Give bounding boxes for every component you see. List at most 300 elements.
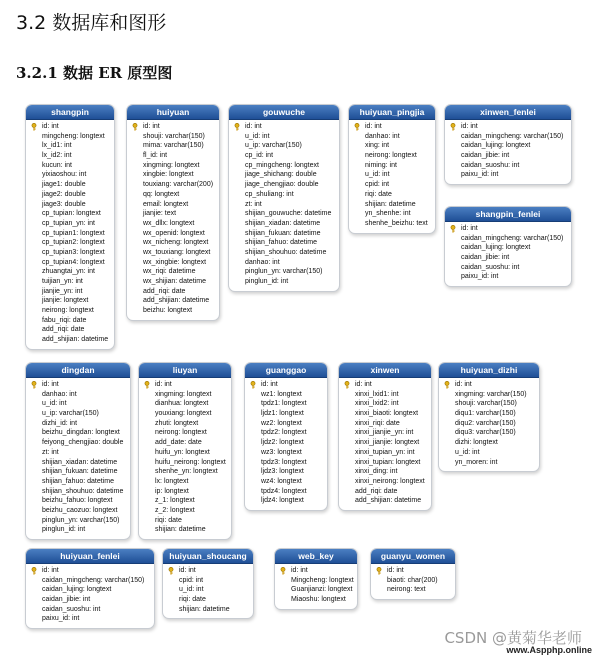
table-field: [349, 209, 435, 219]
field-label: shijian_fukuan: datetime: [42, 468, 118, 476]
table-title: shangpin_fenlei: [445, 207, 571, 222]
table-field: [445, 141, 571, 151]
field-label: add_date: date: [155, 439, 202, 447]
table-field: [26, 614, 154, 624]
field-label: beizhu_fahuo: longtext: [42, 497, 113, 505]
table-field: [245, 477, 327, 487]
table-field: [127, 190, 219, 200]
table-title: xinwen_fenlei: [445, 105, 571, 120]
field-label: paixu_id: int: [461, 273, 499, 281]
field-label: u_id: int: [42, 400, 67, 408]
field-label: shijian_shouhuo: datetime: [245, 248, 327, 256]
table-field: [139, 506, 231, 516]
table-field: [339, 487, 431, 497]
field-label: shouji: varchar(150): [143, 132, 205, 140]
field-label: u_id: int: [179, 586, 204, 594]
table-field: [26, 267, 114, 277]
table-field: [26, 448, 130, 458]
field-label: neirong: text: [387, 586, 426, 594]
table-field: [371, 566, 455, 576]
table-field: [445, 253, 571, 263]
field-label: tpdz3: longtext: [261, 458, 307, 466]
table-title: guanyu_women: [371, 549, 455, 564]
table-field: [26, 409, 130, 419]
field-label: xinxi_tupian: longtext: [355, 458, 421, 466]
table-field: [245, 467, 327, 477]
table-field: [275, 576, 357, 586]
table-field: [127, 306, 219, 316]
table-field: [26, 576, 154, 586]
table-field: [26, 428, 130, 438]
table-field: [26, 390, 130, 400]
field-label: xingming: varchar(150): [455, 390, 527, 398]
primary-key-icon: [344, 381, 350, 389]
table-field: [127, 161, 219, 171]
field-label: caidan_jibie: int: [461, 254, 510, 262]
field-label: email: longtext: [143, 200, 189, 208]
field-label: xing: int: [365, 142, 390, 150]
table-shangpin-fenlei: [444, 206, 572, 287]
table-field: [349, 122, 435, 132]
field-label: cp_tupian3: longtext: [42, 248, 105, 256]
table-field: [339, 380, 431, 390]
field-label: riqi: date: [155, 516, 182, 524]
table-xinwen-fenlei: [444, 104, 572, 185]
field-label: diqu2: varchar(150): [455, 419, 516, 427]
field-label: kucun: int: [42, 161, 72, 169]
field-label: add_riqi: date: [143, 287, 186, 295]
field-label: cp_tupian2: longtext: [42, 239, 105, 247]
table-field: [229, 132, 339, 142]
table-field: [26, 438, 130, 448]
field-label: z_1: longtext: [155, 497, 195, 505]
field-label: fabu_riqi: date: [42, 316, 87, 324]
field-label: shijian_xiadan: datetime: [42, 458, 118, 466]
table-field: [229, 141, 339, 151]
table-field: [26, 287, 114, 297]
field-label: yixiaoshou: int: [42, 171, 87, 179]
table-title: huiyuan_dizhi: [439, 363, 539, 378]
field-label: shijian_fukuan: datetime: [245, 229, 321, 237]
field-label: huifu_neirong: longtext: [155, 458, 226, 466]
table-field: [229, 258, 339, 268]
table-field: [445, 122, 571, 132]
table-field: [229, 122, 339, 132]
table-shangpin: [25, 104, 115, 350]
table-field: [26, 219, 114, 229]
table-field: [127, 122, 219, 132]
table-field: [229, 200, 339, 210]
table-field: [229, 238, 339, 248]
field-label: shijian: datetime: [179, 605, 230, 613]
field-label: xinxi_riqi: date: [355, 419, 400, 427]
field-label: mingcheng: longtext: [42, 132, 105, 140]
table-title: dingdan: [26, 363, 130, 378]
primary-key-icon: [450, 225, 456, 233]
table-field: [439, 438, 539, 448]
table-field: [339, 496, 431, 506]
table-field: [229, 248, 339, 258]
field-label: add_shijian: datetime: [42, 336, 109, 344]
field-label: shijian_xiadan: datetime: [245, 219, 321, 227]
table-field: [139, 467, 231, 477]
table-xinwen: [338, 362, 432, 511]
field-label: caidan_suoshu: int: [42, 605, 101, 613]
table-field: [26, 566, 154, 576]
field-label: shijian_fahuo: datetime: [42, 477, 114, 485]
field-label: xinxi_jianjie: longtext: [355, 439, 420, 447]
field-label: shouji: varchar(150): [455, 400, 517, 408]
table-field: [439, 399, 539, 409]
table-field: [26, 141, 114, 151]
field-label: beizhu_dingdan: longtext: [42, 429, 120, 437]
table-field: [245, 496, 327, 506]
field-label: jiage1: double: [42, 181, 86, 189]
field-label: u_id: int: [245, 132, 270, 140]
primary-key-icon: [31, 567, 37, 575]
table-field: [127, 287, 219, 297]
field-label: paixu_id: int: [461, 171, 499, 179]
table-title: huiyuan_shoucang: [163, 549, 253, 564]
field-label: Guanjianzi: longtext: [291, 586, 353, 594]
field-label: id: int: [355, 381, 372, 388]
field-label: danhao: int: [245, 258, 280, 266]
field-label: huifu_yn: longtext: [155, 448, 210, 456]
table-field: [339, 390, 431, 400]
table-web-key: [274, 548, 358, 610]
table-field: [339, 467, 431, 477]
table-field: [245, 448, 327, 458]
field-label: pinglun_id: int: [42, 526, 86, 534]
table-field: [127, 277, 219, 287]
table-field: [139, 380, 231, 390]
field-label: pinglun_yn: varchar(150): [42, 516, 120, 524]
table-field: [229, 151, 339, 161]
table-field: [26, 506, 130, 516]
table-field: [245, 428, 327, 438]
field-label: wx_touxiang: longtext: [143, 248, 211, 256]
table-guanyu-women: [370, 548, 456, 600]
table-field: [439, 448, 539, 458]
field-label: dianhua: longtext: [155, 400, 209, 408]
table-field: [275, 585, 357, 595]
table-field: [26, 399, 130, 409]
table-field: [439, 409, 539, 419]
table-huiyuan-fenlei: [25, 548, 155, 629]
table-field: [439, 380, 539, 390]
field-label: lx_id1: int: [42, 142, 72, 150]
table-field: [339, 438, 431, 448]
table-field: [127, 267, 219, 277]
field-label: xingming: longtext: [155, 390, 212, 398]
field-label: niming: int: [365, 161, 397, 169]
field-label: xinxi_tupian_yn: int: [355, 448, 415, 456]
table-field: [26, 161, 114, 171]
table-field: [339, 458, 431, 468]
field-label: u_ip: varchar(150): [245, 142, 302, 150]
table-field: [349, 151, 435, 161]
field-label: shijian_fahuo: datetime: [245, 239, 317, 247]
table-field: [139, 458, 231, 468]
table-field: [127, 238, 219, 248]
field-label: ljdz3: longtext: [261, 468, 304, 476]
table-field: [26, 151, 114, 161]
field-label: xinxi_neirong: longtext: [355, 477, 425, 485]
table-gouwuche: [228, 104, 340, 292]
table-field: [339, 399, 431, 409]
field-label: xinxi_lxid2: int: [355, 400, 399, 408]
table-field: [245, 438, 327, 448]
primary-key-icon: [168, 567, 174, 575]
field-label: cp_tupian1: longtext: [42, 229, 105, 237]
field-label: Mingcheng: longtext: [291, 576, 354, 584]
table-field: [26, 306, 114, 316]
table-field: [26, 477, 130, 487]
field-label: riqi: date: [179, 596, 206, 604]
field-label: zhuangtai_yn: int: [42, 268, 95, 276]
table-field: [245, 458, 327, 468]
field-label: zhuti: longtext: [155, 419, 199, 427]
table-field: [26, 296, 114, 306]
table-field: [26, 132, 114, 142]
primary-key-icon: [376, 567, 382, 575]
field-label: cp_tupian: longtext: [42, 210, 101, 218]
field-label: id: int: [261, 381, 278, 388]
primary-key-icon: [234, 123, 240, 131]
table-field: [127, 296, 219, 306]
field-label: caidan_mingcheng: varchar(150): [461, 132, 564, 140]
table-field: [245, 399, 327, 409]
primary-key-icon: [31, 123, 37, 131]
field-label: ip: longtext: [155, 487, 189, 495]
field-label: jianjie_yn: int: [42, 287, 83, 295]
table-field: [163, 566, 253, 576]
primary-key-icon: [132, 123, 138, 131]
field-label: jiage_chengjiao: double: [245, 181, 319, 189]
table-field: [439, 419, 539, 429]
section-title: 3.2 数据库和图形: [16, 12, 167, 34]
field-label: id: int: [42, 123, 59, 130]
field-label: danhao: int: [42, 390, 77, 398]
field-label: shijian: datetime: [365, 200, 416, 208]
field-label: caidan_lujing: longtext: [461, 142, 531, 150]
table-field: [339, 419, 431, 429]
field-label: jiage3: double: [42, 200, 86, 208]
table-title: gouwuche: [229, 105, 339, 120]
table-field: [139, 409, 231, 419]
field-label: pinglun_id: int: [245, 278, 289, 285]
field-label: neirong: longtext: [42, 307, 94, 315]
table-field: [371, 585, 455, 595]
field-label: id: int: [455, 381, 472, 388]
table-field: [163, 585, 253, 595]
field-label: xinxi_jianjie_yn: int: [355, 429, 414, 437]
table-field: [26, 380, 130, 390]
field-label: caidan_suoshu: int: [461, 161, 520, 169]
table-field: [349, 170, 435, 180]
table-liuyan: [138, 362, 232, 540]
field-label: wx_openid: longtext: [143, 229, 205, 237]
field-label: dizhi: longtext: [455, 439, 498, 447]
table-title: huiyuan_pingjia: [349, 105, 435, 120]
field-label: caidan_mingcheng: varchar(150): [42, 576, 145, 584]
table-field: [445, 234, 571, 244]
field-label: caidan_lujing: longtext: [42, 586, 112, 594]
field-label: id: int: [155, 381, 172, 388]
field-label: id: int: [387, 567, 404, 574]
table-field: [229, 267, 339, 277]
table-field: [139, 428, 231, 438]
table-field: [26, 122, 114, 132]
field-label: shijian_shouhuo: datetime: [42, 487, 124, 495]
field-label: caidan_suoshu: int: [461, 263, 520, 271]
table-field: [245, 409, 327, 419]
table-field: [139, 496, 231, 506]
table-field: [139, 487, 231, 497]
table-field: [445, 170, 571, 180]
table-field: [26, 496, 130, 506]
field-label: add_riqi: date: [42, 326, 85, 334]
table-title: guanggao: [245, 363, 327, 378]
table-field: [127, 141, 219, 151]
field-label: cp_mingcheng: longtext: [245, 161, 319, 169]
field-label: tpdz4: longtext: [261, 487, 307, 495]
table-field: [127, 229, 219, 239]
field-label: beizhu: longtext: [143, 307, 193, 315]
field-label: wx_dllx: longtext: [143, 219, 195, 227]
table-field: [139, 419, 231, 429]
field-label: shijian_gouwuche: datetime: [245, 210, 332, 218]
field-label: wz3: longtext: [261, 448, 302, 456]
field-label: tpdz1: longtext: [261, 400, 307, 408]
table-title: web_key: [275, 549, 357, 564]
table-field: [229, 277, 339, 287]
table-field: [127, 248, 219, 258]
field-label: shenhe_beizhu: text: [365, 219, 428, 227]
table-field: [445, 224, 571, 234]
field-label: qq: longtext: [143, 190, 180, 198]
field-label: wx_xingbie: longtext: [143, 258, 207, 266]
field-label: lx: longtext: [155, 477, 189, 485]
field-label: yn_moren: int: [455, 458, 498, 466]
table-field: [349, 141, 435, 151]
table-field: [163, 595, 253, 605]
table-field: [127, 151, 219, 161]
field-label: caidan_mingcheng: varchar(150): [461, 234, 564, 242]
field-label: id: int: [365, 123, 382, 130]
field-label: xingming: longtext: [143, 161, 200, 169]
primary-key-icon: [144, 381, 150, 389]
field-label: fl_id: int: [143, 152, 168, 160]
field-label: tpdz2: longtext: [261, 429, 307, 437]
field-label: tuijian_yn: int: [42, 278, 83, 285]
table-field: [139, 516, 231, 526]
table-field: [349, 132, 435, 142]
field-label: wz2: longtext: [261, 419, 302, 427]
table-field: [445, 243, 571, 253]
table-huiyuan-pingjia: [348, 104, 436, 234]
primary-key-icon: [354, 123, 360, 131]
field-label: riqi: date: [365, 190, 392, 198]
table-field: [245, 390, 327, 400]
field-label: biaoti: char(200): [387, 576, 438, 584]
field-label: caidan_lujing: longtext: [461, 244, 531, 252]
field-label: id: int: [245, 123, 262, 130]
field-label: caidan_jibie: int: [42, 596, 91, 604]
table-field: [26, 325, 114, 335]
table-field: [229, 180, 339, 190]
table-field: [26, 258, 114, 268]
site-watermark: www.Aspphp.online: [506, 645, 592, 655]
table-field: [26, 419, 130, 429]
field-label: jianjie: longtext: [42, 297, 89, 305]
field-label: neirong: longtext: [365, 152, 417, 160]
table-field: [349, 180, 435, 190]
field-label: youxiang: longtext: [155, 410, 212, 418]
table-field: [127, 170, 219, 180]
table-field: [349, 161, 435, 171]
field-label: u_ip: varchar(150): [42, 410, 99, 418]
field-label: pinglun_yn: varchar(150): [245, 268, 323, 276]
table-field: [371, 576, 455, 586]
field-label: z_2: longtext: [155, 506, 195, 514]
table-field: [26, 170, 114, 180]
field-label: xingbie: longtext: [143, 171, 194, 179]
table-field: [445, 272, 571, 282]
field-label: feiyong_chengjiao: double: [42, 439, 124, 447]
table-title: huiyuan: [127, 105, 219, 120]
table-field: [339, 409, 431, 419]
field-label: jianjie: text: [143, 210, 177, 218]
primary-key-icon: [444, 381, 450, 389]
field-label: wz4: longtext: [261, 477, 302, 485]
table-dingdan: [25, 362, 131, 540]
table-title: huiyuan_fenlei: [26, 549, 154, 564]
field-label: shijian: datetime: [155, 526, 206, 534]
table-field: [439, 428, 539, 438]
table-field: [229, 161, 339, 171]
field-label: ljdz2: longtext: [261, 439, 304, 447]
field-label: xinxi_biaoti: longtext: [355, 410, 419, 418]
table-field: [26, 595, 154, 605]
table-huiyuan: [126, 104, 220, 321]
table-field: [349, 200, 435, 210]
table-guanggao: [244, 362, 328, 511]
table-field: [26, 516, 130, 526]
table-field: [127, 209, 219, 219]
field-label: diqu3: varchar(150): [455, 429, 516, 437]
table-field: [245, 419, 327, 429]
field-label: xinxi_lxid1: int: [355, 390, 399, 398]
field-label: mima: varchar(150): [143, 142, 204, 150]
table-field: [26, 605, 154, 615]
field-label: jiage2: double: [42, 190, 86, 198]
field-label: id: int: [291, 567, 308, 574]
table-field: [26, 190, 114, 200]
table-field: [26, 277, 114, 287]
field-label: wx_shijian: datetime: [143, 278, 207, 285]
table-field: [349, 190, 435, 200]
table-field: [139, 399, 231, 409]
field-label: cp_shuliang: int: [245, 190, 294, 198]
field-label: cp_id: int: [245, 152, 274, 160]
table-field: [139, 477, 231, 487]
primary-key-icon: [250, 381, 256, 389]
field-label: touxiang: varchar(200): [143, 181, 214, 189]
primary-key-icon: [280, 567, 286, 575]
field-label: add_shijian: datetime: [355, 497, 422, 505]
field-label: wx_nicheng: longtext: [143, 239, 209, 247]
